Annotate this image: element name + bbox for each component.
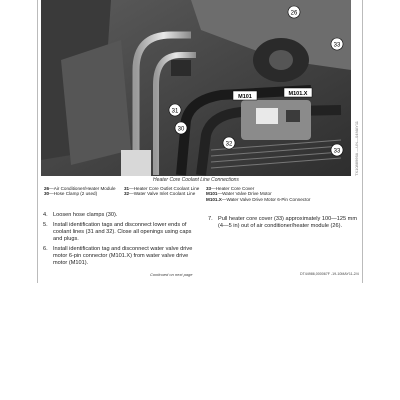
- callout-33-upper-label: 33: [333, 42, 341, 49]
- figure-side-reference: [352, 96, 362, 176]
- callout-33-lower-label: 33: [333, 148, 341, 155]
- instruction-step: 4. Loosen hose clamps (30).: [43, 212, 118, 218]
- instruction-step: 6. Install identification tag and disconnect water valve drive motor 6-pin connector (M101.X) from water valve drive motor (M101).: [43, 246, 193, 266]
- legend-item: 30—Hose Clamp (2 used): [44, 191, 98, 197]
- callout-33-lower: [331, 144, 343, 156]
- legend-item: 26—Air Conditioner/Heater Module: [44, 186, 116, 191]
- page-border-right: [362, 0, 363, 283]
- legend-item: 33—Heater Core Cover: [206, 186, 255, 191]
- callout-26-label: 26: [290, 10, 298, 17]
- callout-31-label: 31: [171, 108, 179, 115]
- page-border-left: [37, 0, 38, 283]
- callout-33-upper: [331, 38, 343, 50]
- legend-column-1: [44, 186, 124, 197]
- instruction-step: 7. Pull heater core cover (33) approximately 100—125 mm (4—5 in) out of air conditioner/heater module (26).: [208, 216, 357, 229]
- continued-note: Continued on next page: [150, 272, 193, 277]
- callout-m101x-label: M101.X: [288, 91, 308, 97]
- legend-item: 31—Heater Core Outlet Coolant Line: [124, 186, 200, 191]
- document-reference: DT44986,000067F -19-10MAY11-2/4: [300, 272, 359, 276]
- legend-item: M101.X—Water Valve Drive Motor 6-Pin Connector: [206, 196, 311, 202]
- instruction-steps-right: [208, 216, 358, 233]
- callout-31: [169, 104, 181, 116]
- figure-caption: Heater Core Coolant Line Connections: [153, 177, 239, 183]
- legend-column-2: [124, 186, 206, 197]
- figure-side-reference-text: TX1088966A —UN—04MAY11: [354, 121, 359, 176]
- callout-30-label: 30: [177, 126, 185, 133]
- instruction-step: 5. Install identification tags and disconnect lower ends of coolant lines (31 and 32). Close all openings using caps and plugs.: [43, 222, 192, 242]
- callout-32: [223, 137, 235, 149]
- legend-item: 32—Water Valve Inlet Coolant Line: [124, 191, 196, 197]
- callout-m101-label: M101: [238, 94, 252, 100]
- legend-item: M101—Water Valve Drive Motor: [206, 191, 272, 197]
- callout-m101: [233, 91, 257, 100]
- heater-core-photo: [41, 0, 351, 176]
- callout-32-label: 32: [225, 141, 233, 148]
- callout-30: [175, 122, 187, 134]
- photo-illustration: [41, 0, 351, 176]
- callout-m101x: [284, 88, 312, 97]
- instruction-steps-left: [43, 212, 193, 270]
- callout-26: [288, 6, 300, 18]
- legend-column-3: [206, 186, 326, 202]
